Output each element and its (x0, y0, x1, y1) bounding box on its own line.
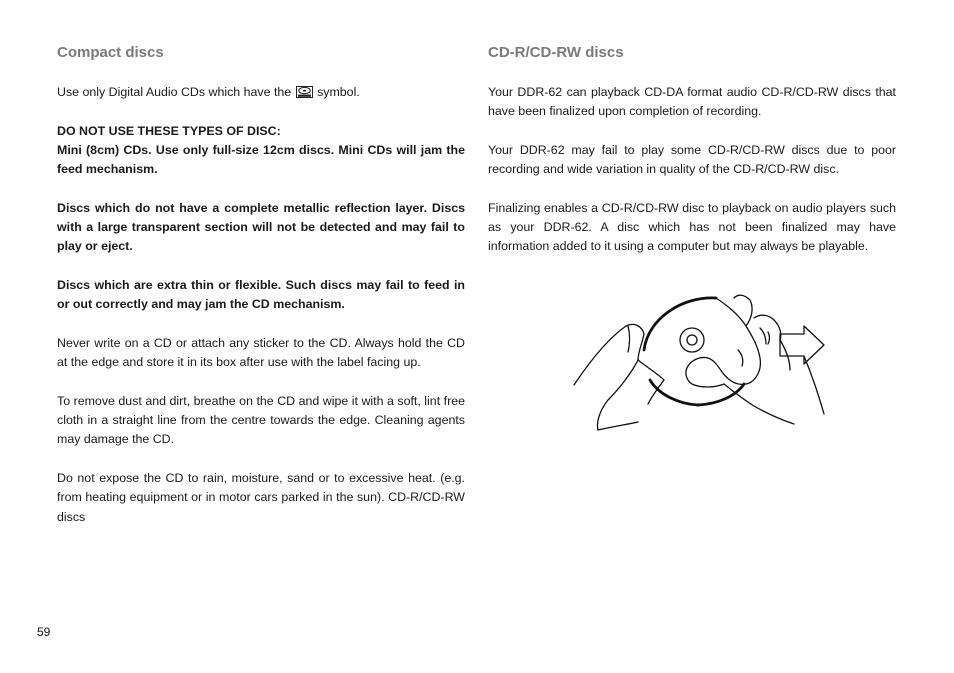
page-number: 59 (37, 625, 51, 639)
intro-text-before: Use only Digital Audio CDs which have the (57, 85, 292, 99)
intro-paragraph (57, 83, 465, 102)
warning-thin-discs: Discs which are extra thin or flexible. Such discs may fail to feed in or out correctly and may jam the CD mechanism. (57, 277, 465, 312)
warning-metallic-layer: Discs which do not have a complete metallic reflection layer. Discs with a large transparent section will not be detected and may fail to play or eject. (57, 200, 465, 254)
exposure-paragraph: Do not expose the CD to rain, moisture, sand or to excessive heat. (e.g. from heating equipment or in motor cars parked in the sun). CD-R/CD-RW discs (57, 470, 465, 524)
hand-wiping-cd-illustration-icon (568, 288, 832, 436)
finalizing-paragraph: Finalizing enables a CD-R/CD-RW disc to playback on audio players such as your DDR-62. A disc which has not been finalized may have information added to it using a computer but may always be playable. (488, 200, 896, 254)
compact-disc-logo-icon (296, 86, 313, 98)
compact-discs-heading: Compact discs (57, 44, 164, 61)
cleaning-paragraph: To remove dust and dirt, breathe on the CD and wipe it with a soft, lint free cloth in a straight line from the centre towards the edge. Cleaning agents may damage the CD. (57, 393, 465, 447)
cdr-cdrw-heading: CD-R/CD-RW discs (488, 44, 624, 61)
warning-mini-cds: Mini (8cm) CDs. Use only full-size 12cm discs. Mini CDs will jam the feed mechanism. (57, 142, 465, 177)
playback-paragraph: Your DDR-62 can playback CD-DA format audio CD-R/CD-RW discs that have been finalized upon completion of recording. (488, 85, 896, 119)
right-column (488, 42, 896, 276)
warning-heading: DO NOT USE THESE TYPES OF DISC: (57, 123, 281, 138)
left-column (57, 42, 465, 546)
handling-paragraph: Never write on a CD or attach any sticker to the CD. Always hold the CD at the edge and store it in its box after use with the label facing up. (57, 335, 465, 370)
fail-paragraph: Your DDR-62 may fail to play some CD-R/CD-RW discs due to poor recording and wide variation in quality of the CD-R/CD-RW disc. (488, 142, 896, 177)
intro-text-after: symbol. (317, 85, 360, 99)
